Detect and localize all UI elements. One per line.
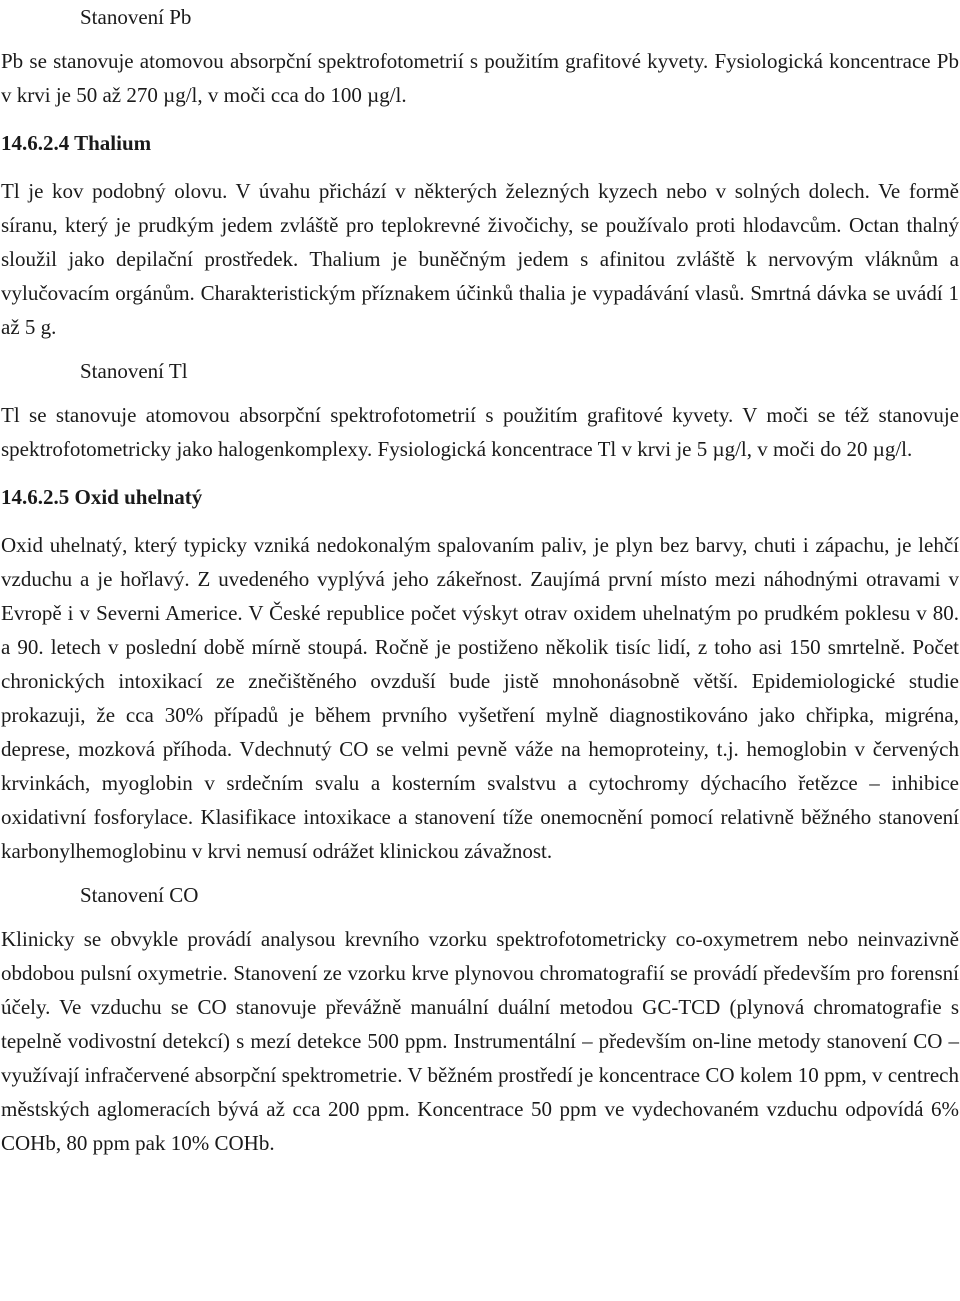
paragraph-thalium: Tl je kov podobný olovu. V úvahu přichází v některých železných kyzech nebo v solných dolech. Ve formě síranu, který je prudkým jedem zvláště pro teplokrevné živočichy, se používalo proti hlodavcům. Octan thalný sloužil jako depilační prostředek. Thalium je buněčným jedem s afinitou zvláště k nervovým vláknům a vylučovacím orgánům. Charakteristickým příznakem účinků thalia je vypadávání vlasů. Smrtná dávka se uvádí 1 až 5 g. <box>1 179 959 339</box>
paragraph-stanoveni-co: Klinicky se obvykle provádí analysou krevního vzorku spektrofotometricky co-oxymetrem nebo neinvazivně obdobou pulsní oxymetrie. Stanovení ze vzorku krve plynovou chromatografií se provádí především pro forensní účely. Ve vzduchu se CO stanovuje převážně manuální duální metodou GC-TCD (plynová chromatografie s tepelně vodivostní detekcí) s mezí detekce 500 ppm. Instrumentální – především on-line metody stanovení CO – využívají infračervené absorpční spektrometrie. V běžném prostředí je koncentrace CO kolem 10 ppm, v centrech městských aglomeracích bývá až cca 200 ppm. Koncentrace 50 ppm ve vydechovaném vzduchu odpovídá 6% COHb, 80 ppm pak 10% COHb. <box>1 927 959 1155</box>
subheading-stanoveni-co: Stanovení CO <box>80 883 199 907</box>
section-heading-oxid-uhelnaty: 14.6.2.5 Oxid uhelnatý <box>1 485 203 509</box>
section-heading-thalium: 14.6.2.4 Thalium <box>1 131 152 155</box>
paragraph-stanoveni-tl: Tl se stanovuje atomovou absorpční spektrofotometrií s použitím grafitové kyvety. V moči se též stanovuje spektrofotometricky jako halogenkomplexy. Fysiologická koncentrace Tl v krvi je 5 µg/l, v moči do 20 µg/l. <box>1 403 959 461</box>
subheading-stanoveni-tl: Stanovení Tl <box>80 359 188 383</box>
paragraph-oxid-uhelnaty: Oxid uhelnatý, který typicky vzniká nedokonalým spalovaním paliv, je plyn bez barvy, chuti i zápachu, je lehčí vzduchu a je hořlavý. Z uvedeného vyplývá jeho zákeřnost. Zaujímá první místo mezi náhodnými otravami v Evropě i v Severni Americe. V České republice počet výskyt otrav oxidem uhelnatým po prudkém poklesu v 80. a 90. letech v poslední době mírně stoupá. Ročně je postiženo několik tisíc lidí, z toho asi 150 smrtelně. Počet chronických intoxikací ze znečištěného ovzduší bude jistě mnohonásobně větší. Epidemiologické studie prokazuji, že cca 30% případů je během prvního vyšetření mylně diagnostikováno jako chřipka, migréna, deprese, mozková příhoda. Vdechnutý CO se velmi pevně váže na hemoproteiny, t.j. hemoglobin v červených krvinkách, myoglobin v srdečním svalu a kosterním svalstvu a cytochromy dýchacího řetězce – inhibice oxidativní fosforylace. Klasifikace intoxikace a stanovení tíže onemocnění pomocí relativně běžného stanovení karbonylhemoglobinu v krvi nemusí odrážet klinickou závažnost. <box>1 533 959 863</box>
paragraph-pb: Pb se stanovuje atomovou absorpční spektrofotometrií s použitím grafitové kyvety. Fysiologická koncentrace Pb v krvi je 50 až 270 µg/l, v moči cca do 100 µg/l. <box>1 49 959 107</box>
subheading-stanoveni-pb: Stanovení Pb <box>80 5 192 29</box>
